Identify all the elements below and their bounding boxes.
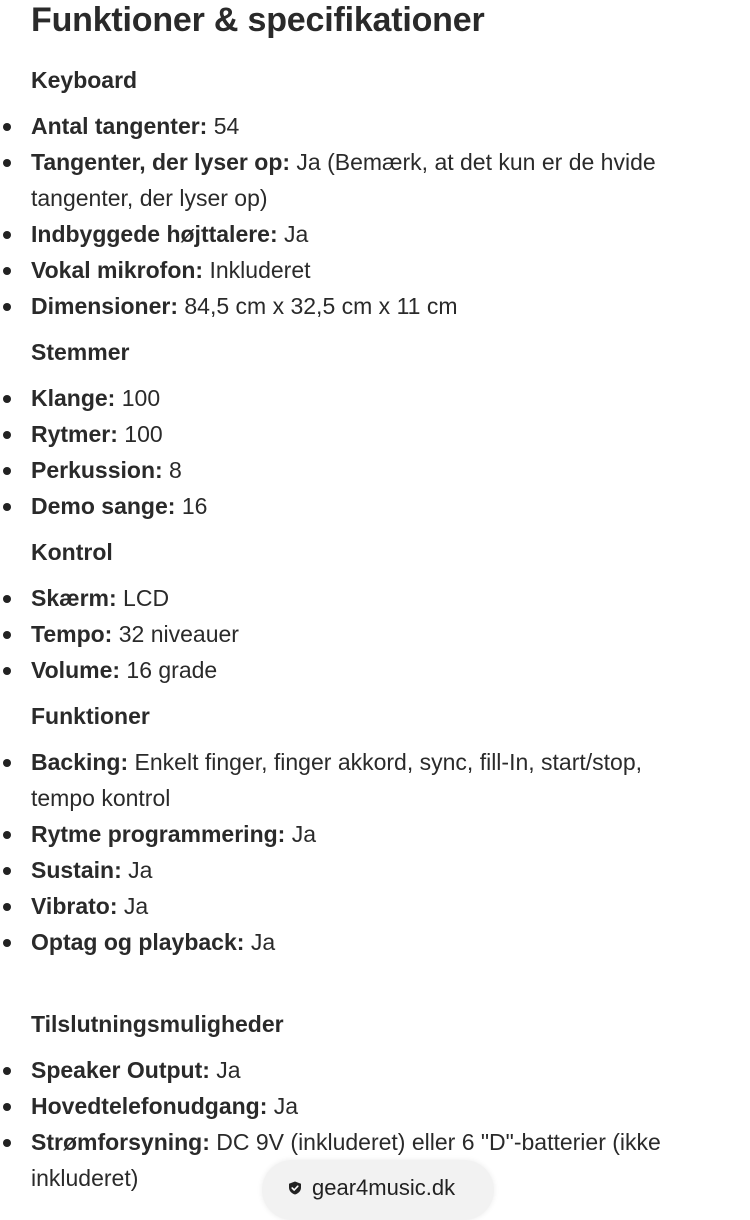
spec-value: Ja: [117, 893, 149, 919]
source-link-pill[interactable]: [262, 1160, 494, 1220]
spec-item: [0, 380, 750, 416]
spec-item: [0, 1052, 750, 1088]
spec-value: 100: [115, 385, 161, 411]
spec-key: Sustain:: [31, 857, 122, 883]
spec-key: Dimensioner:: [31, 293, 178, 319]
spec-item: [0, 1088, 750, 1124]
spec-value: Ja: [121, 857, 153, 883]
spec-value: Inkluderet: [203, 257, 311, 283]
spec-item: [0, 744, 750, 816]
spec-value: 100: [117, 421, 163, 447]
spec-key: Speaker Output:: [31, 1057, 210, 1083]
spec-list-keyboard: [0, 108, 750, 324]
spec-item-text: [31, 852, 161, 888]
spec-key: Klange:: [31, 385, 116, 411]
spec-list-stemmer: [0, 380, 750, 524]
spec-value: 16 grade: [120, 657, 218, 683]
page-title: Funktioner & specifikationer: [31, 1, 485, 39]
spec-item: [0, 816, 750, 852]
section-funktioner: [0, 698, 750, 960]
spec-value: Enkelt finger, finger akkord, sync, fill-In, start/stop, tempo kontrol: [31, 749, 643, 811]
spec-key: Tempo:: [31, 621, 113, 647]
spec-key: Skærm:: [31, 585, 117, 611]
spec-key: Rytmer:: [31, 421, 118, 447]
spec-item: [0, 452, 750, 488]
spec-item: [0, 888, 750, 924]
section-keyboard: [0, 62, 750, 324]
section-heading-tilslutning: Tilslutningsmuligheder: [31, 1011, 284, 1037]
spec-item: [0, 616, 750, 652]
spec-key: Indbyggede højttalere:: [31, 221, 278, 247]
spec-value: Ja: [267, 1093, 299, 1119]
spec-item: [0, 108, 750, 144]
spec-value: 8: [162, 457, 182, 483]
spec-item: [0, 852, 750, 888]
spec-value: Ja: [244, 929, 276, 955]
spec-key: Antal tangenter:: [31, 113, 208, 139]
section-heading-funktioner: Funktioner: [31, 703, 150, 729]
spec-key: Strømforsyning:: [31, 1129, 210, 1155]
spec-key: Tangenter, der lyser op:: [31, 149, 291, 175]
spec-item: [0, 144, 750, 216]
spec-value: Ja: [277, 221, 309, 247]
spec-key: Vokal mikrofon:: [31, 257, 204, 283]
source-domain: gear4music.dk: [312, 1175, 456, 1200]
spec-key: Perkussion:: [31, 457, 163, 483]
spec-item: [0, 288, 750, 324]
section-heading-stemmer: Stemmer: [31, 339, 130, 365]
spec-item: [0, 652, 750, 688]
spec-key: Volume:: [31, 657, 121, 683]
spec-key: Vibrato:: [31, 893, 118, 919]
spec-value: LCD: [116, 585, 170, 611]
spec-key: Backing:: [31, 749, 129, 775]
spec-key: Rytme programmering:: [31, 821, 286, 847]
spec-value: 32 niveauer: [112, 621, 239, 647]
spec-value: 84,5 cm x 32,5 cm x 11 cm: [177, 293, 458, 319]
spec-key: Optag og playback:: [31, 929, 245, 955]
spec-item: [0, 216, 750, 252]
section-heading-keyboard: Keyboard: [31, 67, 138, 93]
section-kontrol: [0, 534, 750, 688]
spec-key: Demo sange:: [31, 493, 176, 519]
shield-check-icon: [288, 1181, 302, 1195]
section-heading-kontrol: Kontrol: [31, 539, 113, 565]
spec-list-kontrol: [0, 580, 750, 688]
spec-value: Ja (Bemærk, at det kun er de hvide tangenter, der lyser op): [31, 149, 656, 211]
spec-value: 16: [175, 493, 208, 519]
spec-item: [0, 580, 750, 616]
spec-value: DC 9V (inkluderet) eller 6 "D"-batterier (ikke inkluderet): [31, 1129, 661, 1191]
spec-value: 54: [207, 113, 240, 139]
spec-value: Ja: [209, 1057, 241, 1083]
spec-item: [0, 252, 750, 288]
spec-value: Ja: [285, 821, 317, 847]
spec-list-funktioner: [0, 744, 750, 960]
spec-item: [0, 924, 750, 960]
spec-item: [0, 488, 750, 524]
spec-key: Hovedtelefonudgang:: [31, 1093, 268, 1119]
section-stemmer: [0, 334, 750, 524]
spec-item: [0, 416, 750, 452]
